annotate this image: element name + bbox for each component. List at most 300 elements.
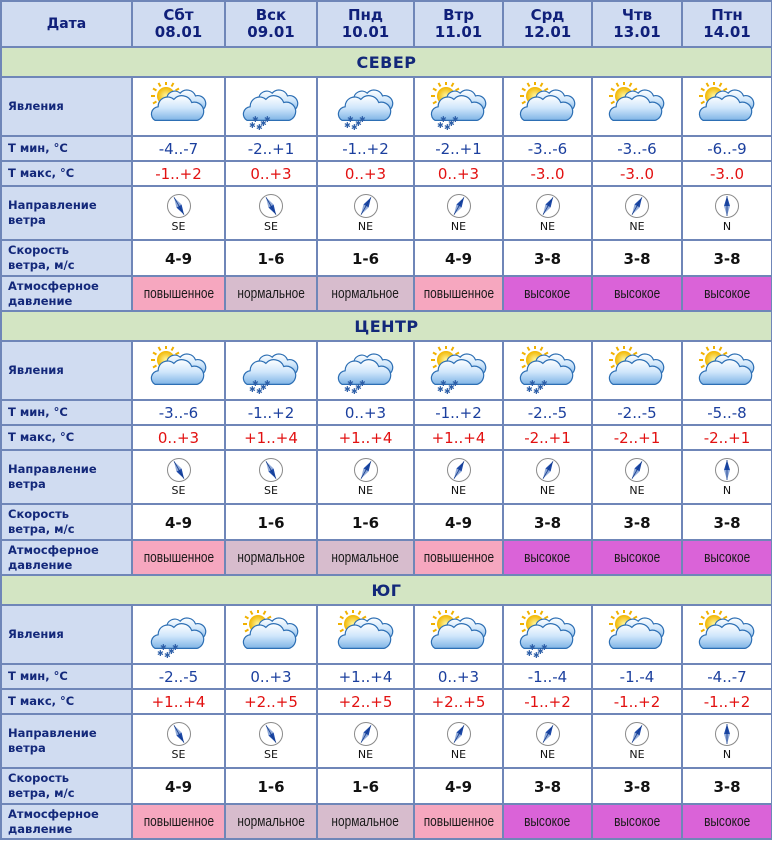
wind-compass-icon <box>353 193 379 219</box>
svg-text:✱: ✱ <box>443 122 451 132</box>
wind-direction-cell <box>503 714 592 768</box>
svg-text:✱: ✱ <box>346 114 354 124</box>
phenomena-label <box>1 605 132 664</box>
phenomenon-cell <box>317 341 414 400</box>
wind-compass-icon <box>446 457 472 483</box>
tmin-value: -2..+1 <box>247 140 295 158</box>
tmin-cell <box>132 664 225 689</box>
tmax-value: -2..+1 <box>613 429 661 447</box>
phenomenon-cell <box>592 605 682 664</box>
svg-text:✱: ✱ <box>536 382 544 392</box>
tmax-cell <box>414 161 503 186</box>
tmin-cell <box>592 664 682 689</box>
wind-direction <box>353 457 379 497</box>
wind-compass-icon <box>446 193 472 219</box>
svg-text:✱: ✱ <box>260 118 267 128</box>
cloud-snow-icon <box>333 82 399 132</box>
sun-cloud-icon <box>694 346 760 396</box>
pressure-value: высокое <box>703 549 751 566</box>
tmin-value: -4..-7 <box>707 668 747 686</box>
region-title <box>1 311 772 341</box>
tmax-label <box>1 689 132 714</box>
wind-direction <box>535 457 561 497</box>
wind-direction-label <box>1 186 132 240</box>
wind-direction-value: NE <box>357 484 374 497</box>
wind-direction-cell <box>132 186 225 240</box>
pressure-value: повышенное <box>143 285 214 302</box>
region-header-row <box>1 311 772 341</box>
wind-speed-cell <box>682 504 772 540</box>
wind-speed-value: 3-8 <box>713 249 741 268</box>
svg-text:✱: ✱ <box>252 114 259 124</box>
wind-direction-cell <box>317 186 414 240</box>
tmax-cell <box>317 689 414 714</box>
wind-compass-icon <box>535 457 561 483</box>
wind-direction-value: NE <box>450 748 467 761</box>
day-date: 09.01 <box>247 23 295 41</box>
wind-speed-cell <box>132 240 225 276</box>
wind-speed-value: 3-8 <box>533 249 562 268</box>
row-label-text: Т макс, °С <box>8 430 75 444</box>
wind-speed-cell <box>132 504 225 540</box>
svg-text:✱: ✱ <box>256 386 263 396</box>
phenomenon-cell <box>132 341 225 400</box>
tmax-value: 0..+3 <box>437 165 480 183</box>
tmin-label <box>1 136 132 161</box>
wind-speed-value: 1-6 <box>351 249 380 268</box>
tmin-value: -1.-4 <box>619 668 655 686</box>
tmax-value: -1..+2 <box>155 165 202 183</box>
pressure-value: высокое <box>703 813 751 830</box>
svg-text:✱: ✱ <box>256 122 263 132</box>
wind-direction-value: NE <box>629 748 645 761</box>
wind-speed-cell <box>132 768 225 804</box>
wind-direction-row <box>1 450 772 504</box>
pressure-value: повышенное <box>423 549 494 566</box>
tmax-value: +1..+4 <box>431 429 486 447</box>
header-row <box>1 1 772 47</box>
wind-speed-value: 3-8 <box>533 777 562 796</box>
tmin-value: -1..-4 <box>527 668 568 686</box>
svg-text:✱: ✱ <box>171 642 179 652</box>
phenomena-row <box>1 341 772 400</box>
wind-speed-cell <box>682 768 772 804</box>
wind-direction-value: SE <box>264 220 278 233</box>
pressure-cell <box>414 276 503 311</box>
wind-direction-cell <box>414 450 503 504</box>
wind-direction <box>535 193 561 233</box>
wind-compass-icon <box>258 721 284 747</box>
pressure-cell <box>503 276 592 311</box>
tmax-row <box>1 161 772 186</box>
tmin-cell <box>414 400 503 425</box>
tmax-value: -1..+2 <box>703 693 751 711</box>
tmin-cell <box>414 136 503 161</box>
svg-text:✱: ✱ <box>436 384 444 394</box>
wind-speed-cell <box>317 768 414 804</box>
wind-compass-icon <box>166 721 192 747</box>
tmin-value: -6..-9 <box>707 140 747 158</box>
phenomenon-cell <box>682 605 772 664</box>
wind-direction <box>624 193 650 233</box>
wind-direction-cell <box>414 714 503 768</box>
wind-speed-cell <box>225 504 317 540</box>
day-date: 08.01 <box>154 23 203 41</box>
wind-direction <box>446 721 472 761</box>
wind-speed-cell <box>592 240 682 276</box>
tmin-value: -4..-7 <box>158 140 199 158</box>
wind-direction-cell <box>592 450 682 504</box>
phenomena-label <box>1 77 132 136</box>
sun-cloud-icon <box>146 346 212 396</box>
svg-text:✱: ✱ <box>358 378 366 388</box>
pressure-cell <box>225 804 317 839</box>
phenomenon-cell <box>503 341 592 400</box>
sun-cloud-icon <box>694 82 760 132</box>
wind-speed-label <box>1 768 132 804</box>
day-header <box>592 1 682 47</box>
wind-speed-cell <box>317 504 414 540</box>
tmax-cell <box>225 161 317 186</box>
wind-direction-cell <box>592 186 682 240</box>
svg-text:✱: ✱ <box>540 378 548 388</box>
tmax-row <box>1 425 772 450</box>
phenomenon-cell <box>682 77 772 136</box>
tmax-cell <box>132 425 225 450</box>
tmax-value: -3..0 <box>530 165 565 183</box>
phenomena-row <box>1 77 772 136</box>
wind-direction <box>446 193 472 233</box>
wind-speed-cell <box>503 504 592 540</box>
wind-speed-value: 3-8 <box>533 513 562 532</box>
pressure-cell <box>503 540 592 575</box>
pressure-cell <box>682 540 772 575</box>
tmax-value: -2..+1 <box>524 429 571 447</box>
tmin-cell <box>317 664 414 689</box>
wind-speed-value: 4-9 <box>444 513 473 532</box>
pressure-value: нормальное <box>237 285 305 302</box>
wind-speed-value: 3-8 <box>623 777 651 796</box>
row-label-text: ветра <box>8 741 46 755</box>
svg-text:✱: ✱ <box>260 382 267 392</box>
wind-speed-cell <box>682 240 772 276</box>
wind-speed-value: 4-9 <box>164 777 193 796</box>
wind-direction <box>714 457 740 497</box>
pressure-value: нормальное <box>237 813 305 830</box>
tmin-cell <box>225 400 317 425</box>
tmin-cell <box>503 400 592 425</box>
svg-text:✱: ✱ <box>343 384 351 394</box>
region-name: СЕВЕР <box>356 52 417 72</box>
row-label-text: Направление <box>8 726 97 740</box>
cloud-snow-icon <box>238 82 304 132</box>
row-label-text: Т мин, °С <box>8 141 68 155</box>
tmin-value: -2..-5 <box>158 668 199 686</box>
wind-compass-icon <box>258 193 284 219</box>
wind-speed-value: 4-9 <box>164 249 193 268</box>
tmin-value: -1..+2 <box>435 404 482 422</box>
wind-direction <box>535 721 561 761</box>
wind-direction-value: NE <box>629 220 645 233</box>
pressure-row <box>1 540 772 575</box>
cloud-snow-icon <box>238 346 304 396</box>
tmax-value: 0..+3 <box>344 165 387 183</box>
row-label-text: давление <box>8 821 73 836</box>
row-label-text: ветра <box>8 477 46 491</box>
wind-direction-cell <box>225 186 317 240</box>
tmax-value: -2..+1 <box>703 429 751 447</box>
phenomenon-cell <box>414 605 503 664</box>
tmin-cell <box>682 400 772 425</box>
tmax-cell <box>317 425 414 450</box>
pressure-label <box>1 276 132 311</box>
wind-speed-cell <box>414 240 503 276</box>
tmin-row <box>1 136 772 161</box>
pressure-cell <box>317 804 414 839</box>
tmax-label <box>1 425 132 450</box>
phenomenon-cell <box>682 341 772 400</box>
tmin-cell <box>132 136 225 161</box>
wind-compass-icon <box>535 193 561 219</box>
tmin-cell <box>317 136 414 161</box>
pressure-value: нормальное <box>331 549 400 566</box>
tmin-value: 0..+3 <box>250 668 292 686</box>
wind-direction-value: N <box>722 220 732 233</box>
wind-speed-label <box>1 240 132 276</box>
svg-text:✱: ✱ <box>264 114 271 124</box>
region-name: ЮГ <box>371 580 402 600</box>
wind-speed-value: 4-9 <box>444 249 473 268</box>
wind-direction <box>714 721 740 761</box>
wind-compass-icon <box>714 193 740 219</box>
svg-text:✱: ✱ <box>447 118 455 128</box>
sun-cloud-icon <box>694 610 760 660</box>
pressure-value: нормальное <box>331 813 400 830</box>
pressure-label <box>1 804 132 839</box>
tmax-value: +1..+4 <box>338 429 393 447</box>
wind-compass-icon <box>535 721 561 747</box>
wind-direction <box>258 721 284 761</box>
day-header <box>682 1 772 47</box>
wind-direction-cell <box>225 450 317 504</box>
wind-direction <box>258 457 284 497</box>
wind-compass-icon <box>353 457 379 483</box>
svg-text:✱: ✱ <box>264 378 271 388</box>
pressure-value: нормальное <box>331 285 400 302</box>
wind-direction-value: NE <box>629 484 645 497</box>
tmin-value: 0..+3 <box>437 668 480 686</box>
phenomenon-cell <box>132 605 225 664</box>
tmin-value: -2..+1 <box>435 140 482 158</box>
pressure-cell <box>225 276 317 311</box>
tmin-cell <box>682 136 772 161</box>
phenomenon-cell <box>414 77 503 136</box>
pressure-cell <box>414 540 503 575</box>
wind-speed-value: 3-8 <box>623 513 651 532</box>
svg-text:✱: ✱ <box>451 378 459 388</box>
wind-speed-value: 4-9 <box>444 777 473 796</box>
wind-direction-value: NE <box>539 484 556 497</box>
day-date: 13.01 <box>613 23 661 41</box>
day-name: Сбт <box>163 6 194 24</box>
tmin-label <box>1 664 132 689</box>
pressure-value: повышенное <box>143 549 214 566</box>
tmax-cell <box>682 161 772 186</box>
sun-cloud-icon <box>333 610 399 660</box>
tmin-cell <box>414 664 503 689</box>
pressure-row <box>1 804 772 839</box>
tmax-value: -1..+2 <box>613 693 661 711</box>
tmin-value: -3..-6 <box>527 140 568 158</box>
pressure-cell <box>682 276 772 311</box>
row-label-text: Направление <box>8 462 97 476</box>
tmin-cell <box>225 136 317 161</box>
phenomenon-cell <box>592 77 682 136</box>
tmin-value: -1..+2 <box>342 140 389 158</box>
region-title <box>1 575 772 605</box>
sun-cloud-icon <box>604 610 670 660</box>
wind-direction-value: NE <box>357 220 374 233</box>
day-date: 12.01 <box>523 23 572 41</box>
wind-direction-value: SE <box>171 484 186 497</box>
sun-cloud-icon <box>604 346 670 396</box>
wind-direction-value: N <box>722 484 732 497</box>
tmin-value: -5..-8 <box>707 404 747 422</box>
pressure-cell <box>503 804 592 839</box>
svg-text:✱: ✱ <box>436 120 444 130</box>
tmin-cell <box>592 136 682 161</box>
wind-direction-value: SE <box>264 484 278 497</box>
wind-direction-value: N <box>722 748 732 761</box>
tmax-cell <box>225 689 317 714</box>
day-name: Втр <box>443 6 474 24</box>
wind-direction-cell <box>225 714 317 768</box>
wind-direction-label <box>1 450 132 504</box>
row-label-text: ветра <box>8 213 46 227</box>
wind-direction-value: NE <box>539 220 556 233</box>
wind-direction-value: NE <box>539 748 556 761</box>
wind-speed-value: 3-8 <box>713 513 741 532</box>
sun-cloud-snow-icon <box>515 346 581 396</box>
svg-text:✱: ✱ <box>249 120 256 130</box>
cloud-snow-icon <box>146 610 212 660</box>
wind-speed-cell <box>592 504 682 540</box>
row-label-text: давление <box>8 293 73 308</box>
wind-speed-value: 1-6 <box>257 249 285 268</box>
wind-direction-value: NE <box>357 748 374 761</box>
wind-direction-label <box>1 714 132 768</box>
wind-direction-cell <box>132 714 225 768</box>
tmax-value: +2..+5 <box>338 693 393 711</box>
tmin-value: +1..+4 <box>338 668 393 686</box>
tmin-cell <box>592 400 682 425</box>
day-name: Птн <box>711 6 743 24</box>
tmax-value: 0..+3 <box>250 165 292 183</box>
row-label-text: Атмосферное <box>8 542 99 557</box>
wind-direction <box>446 457 472 497</box>
wind-direction-cell <box>317 714 414 768</box>
phenomenon-cell <box>503 77 592 136</box>
wind-direction <box>166 721 192 761</box>
wind-speed-row <box>1 240 772 276</box>
wind-speed-value: 3-8 <box>713 777 741 796</box>
sun-cloud-snow-icon <box>426 82 492 132</box>
svg-text:✱: ✱ <box>540 642 548 652</box>
wind-compass-icon <box>446 721 472 747</box>
tmin-cell <box>503 664 592 689</box>
wind-speed-cell <box>592 768 682 804</box>
svg-text:✱: ✱ <box>343 120 351 130</box>
wind-speed-cell <box>503 240 592 276</box>
row-label-text: давление <box>8 557 73 572</box>
pressure-cell <box>317 276 414 311</box>
region-title <box>1 47 772 77</box>
pressure-cell <box>225 540 317 575</box>
tmin-value: 0..+3 <box>344 404 387 422</box>
wind-compass-icon <box>353 721 379 747</box>
pressure-cell <box>317 540 414 575</box>
pressure-cell <box>414 804 503 839</box>
tmin-value: -3..-6 <box>617 140 657 158</box>
sun-cloud-snow-icon <box>426 346 492 396</box>
wind-speed-row <box>1 768 772 804</box>
tmax-cell <box>414 425 503 450</box>
wind-direction-value: SE <box>264 748 278 761</box>
tmax-cell <box>503 689 592 714</box>
date-header <box>1 1 132 47</box>
region-header-row <box>1 575 772 605</box>
phenomena-row <box>1 605 772 664</box>
pressure-cell <box>132 804 225 839</box>
svg-text:✱: ✱ <box>528 642 536 652</box>
pressure-cell <box>592 540 682 575</box>
tmax-value: +2..+5 <box>244 693 298 711</box>
tmax-cell <box>592 689 682 714</box>
row-label-text: Направление <box>8 198 97 212</box>
phenomenon-cell <box>225 341 317 400</box>
pressure-value: высокое <box>613 813 661 830</box>
svg-text:✱: ✱ <box>528 378 536 388</box>
sun-cloud-snow-icon <box>515 610 581 660</box>
wind-direction-cell <box>682 714 772 768</box>
svg-text:✱: ✱ <box>532 650 540 660</box>
row-label-text: ветра, м/с <box>8 258 75 272</box>
tmin-value: -2..-5 <box>527 404 568 422</box>
wind-compass-icon <box>624 193 650 219</box>
day-date: 14.01 <box>703 23 751 41</box>
row-label-text: Атмосферное <box>8 278 99 293</box>
pressure-cell <box>592 804 682 839</box>
wind-speed-cell <box>414 768 503 804</box>
svg-text:✱: ✱ <box>439 378 447 388</box>
pressure-value: нормальное <box>237 549 305 566</box>
wind-direction-value: NE <box>450 484 467 497</box>
svg-text:✱: ✱ <box>252 378 259 388</box>
svg-text:✱: ✱ <box>354 118 362 128</box>
wind-direction <box>624 457 650 497</box>
pressure-value: высокое <box>613 285 661 302</box>
wind-direction <box>166 193 192 233</box>
wind-compass-icon <box>714 721 740 747</box>
phenomenon-cell <box>503 605 592 664</box>
pressure-value: повышенное <box>423 285 494 302</box>
wind-compass-icon <box>714 457 740 483</box>
tmax-cell <box>414 689 503 714</box>
tmin-label <box>1 400 132 425</box>
wind-direction-cell <box>682 450 772 504</box>
tmax-value: +2..+5 <box>431 693 486 711</box>
wind-speed-cell <box>503 768 592 804</box>
